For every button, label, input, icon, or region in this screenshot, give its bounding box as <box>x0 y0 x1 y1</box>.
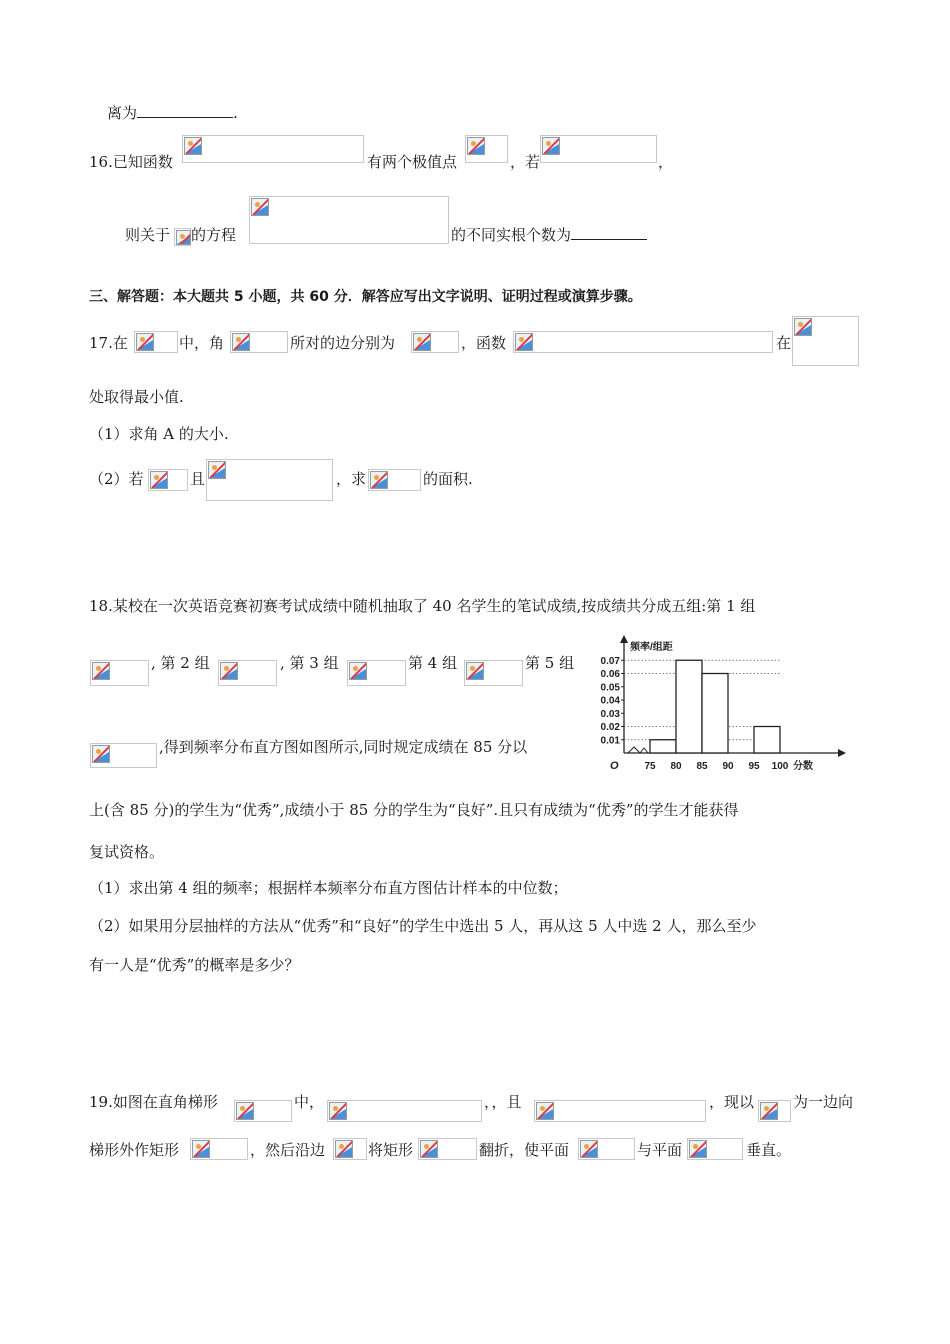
broken-image-icon <box>184 137 202 155</box>
q19-l2-a: 梯形外作矩形 <box>89 1141 180 1159</box>
broken-image-icon <box>467 137 485 155</box>
broken-image-icon <box>208 461 226 479</box>
broken-image-icon <box>689 1140 707 1158</box>
q17-p3: 所对的边分别为 <box>290 334 396 352</box>
broken-image-icon <box>536 1102 554 1120</box>
q18-g3: , 第 3 组 <box>280 654 339 672</box>
formula-image <box>347 660 406 686</box>
formula-image <box>230 331 288 353</box>
q16-line2-mid: 的方程 <box>191 226 237 244</box>
broken-image-icon <box>466 662 484 680</box>
q19-l2-d: 翻折，使平面 <box>479 1141 570 1159</box>
q18-g5: 第 5 组 <box>525 654 575 672</box>
formula-image <box>190 1138 248 1160</box>
q19-l2-f: 垂直。 <box>746 1141 792 1159</box>
q17-p1: 17.在 <box>89 334 128 352</box>
formula-image <box>234 1100 292 1122</box>
q18-line3: ,得到频率分布直方图如图所示,同时规定成绩在 85 分以 <box>159 738 528 756</box>
formula-image <box>464 660 523 686</box>
formula-image <box>182 135 364 163</box>
broken-image-icon <box>92 745 110 763</box>
formula-image <box>578 1138 635 1160</box>
broken-image-icon <box>176 230 191 245</box>
axis-break <box>628 747 648 753</box>
y-tick-label: 0.03 <box>600 708 620 720</box>
frequency-histogram <box>590 635 850 775</box>
x-tick-label: 75 <box>644 761 656 772</box>
q17-sub2-c: ，求 <box>336 470 367 488</box>
x-tick-label: 80 <box>670 761 682 772</box>
histogram-bar <box>754 727 780 754</box>
q19-p5: 为一边向 <box>793 1093 854 1111</box>
broken-image-icon <box>329 1102 347 1120</box>
broken-image-icon <box>542 137 560 155</box>
formula-image <box>465 135 508 163</box>
q19-l2-b: ，然后沿边 <box>250 1141 326 1159</box>
q18-sub2-cont: 有一人是“优秀”的概率是多少？ <box>89 956 300 974</box>
broken-image-icon <box>220 662 238 680</box>
q16-end: ， <box>658 153 674 171</box>
broken-image-icon <box>251 198 269 216</box>
histogram-bar <box>676 660 702 753</box>
q17-p5: 在 <box>776 334 792 352</box>
q16-mid1: 有两个极值点 <box>367 153 458 171</box>
broken-image-icon <box>420 1140 438 1158</box>
broken-image-icon <box>413 333 431 351</box>
broken-image-icon <box>349 662 367 680</box>
q19-p3: ，，且 <box>484 1093 522 1111</box>
x-tick-label: 85 <box>696 761 708 772</box>
broken-image-icon <box>794 318 812 336</box>
x-tick-label: 95 <box>748 761 760 772</box>
formula-image <box>411 331 459 353</box>
broken-image-icon <box>760 1102 778 1120</box>
y-axis-arrow <box>620 635 628 643</box>
y-tick-label: 0.05 <box>600 682 620 694</box>
y-tick-label: 0.04 <box>600 695 620 707</box>
formula-image <box>534 1100 706 1122</box>
q18-sub1: （1）求出第 4 组的频率；根据样本频率分布直方图估计样本的中位数； <box>89 879 568 897</box>
broken-image-icon <box>92 662 110 680</box>
formula-image <box>134 331 178 353</box>
formula-image <box>540 135 657 163</box>
q19-l2-e: 与平面 <box>637 1141 683 1159</box>
y-tick-label: 0.06 <box>600 669 620 680</box>
q17-sub2-d: 的面积. <box>423 470 473 488</box>
histogram-bar <box>702 674 728 754</box>
y-tick-label: 0.07 <box>600 655 620 667</box>
q18-g4: 第 4 组 <box>408 654 458 672</box>
broken-image-icon <box>580 1140 598 1158</box>
q16-line2-prefix: 则关于 <box>125 226 171 244</box>
q18-line4: 上(含 85 分)的学生为“优秀”,成绩小于 85 分的学生为“良好”.且只有成绩为“优秀”的学生才能获得 <box>89 801 739 819</box>
y-tick-label: 0.02 <box>600 722 620 733</box>
broken-image-icon <box>136 333 154 351</box>
formula-image <box>368 469 421 491</box>
q15-tail: 离为 . <box>107 104 238 122</box>
q16-mid2: ，若 <box>510 153 541 171</box>
formula-image <box>758 1100 791 1122</box>
formula-image <box>513 331 773 353</box>
formula-image <box>249 196 449 244</box>
q19-p1: 19.如图在直角梯形 <box>89 1093 218 1111</box>
x-tick-label: 100 <box>771 761 789 772</box>
histogram-bar <box>650 740 676 753</box>
q17-p4: ，函数 <box>461 334 507 352</box>
formula-image <box>687 1138 743 1160</box>
q17-sub1: （1）求角 A 的大小. <box>89 425 229 443</box>
origin-label: O <box>610 760 619 772</box>
q17-line2: 处取得最小值. <box>89 388 184 406</box>
broken-image-icon <box>236 1102 254 1120</box>
x-tick-label: 90 <box>722 761 734 772</box>
formula-image <box>148 469 188 491</box>
x-axis-label: 分数 <box>793 761 813 772</box>
formula-image <box>218 660 277 686</box>
broken-image-icon <box>150 471 168 489</box>
formula-image <box>333 1138 367 1160</box>
q18-line5: 复试资格。 <box>89 843 165 861</box>
q19-p4: ，现以 <box>709 1093 755 1111</box>
q17-p2: 中，角 <box>179 334 225 352</box>
formula-image <box>174 228 191 246</box>
q16-prefix: 16.已知函数 <box>89 153 173 171</box>
broken-image-icon <box>515 333 533 351</box>
broken-image-icon <box>232 333 250 351</box>
q17-sub2-a: （2）若 <box>89 470 144 488</box>
y-axis-label: 频率/组距 <box>630 642 673 653</box>
q19-p2: 中， <box>294 1093 325 1111</box>
q17-sub2-b: 且 <box>190 470 206 488</box>
broken-image-icon <box>370 471 388 489</box>
formula-image <box>90 743 157 768</box>
section-heading: 三、解答题：本大题共 5 小题，共 60 分．解答应写出文字说明、证明过程或演算步骤。 <box>89 289 642 305</box>
q19-l2-c: 将矩形 <box>368 1141 414 1159</box>
q18-line1: 18.某校在一次英语竞赛初赛考试成绩中随机抽取了 40 名学生的笔试成绩,按成绩共分成五组:第 1 组 <box>89 597 756 615</box>
formula-image <box>327 1100 482 1122</box>
q18-sub2: （2）如果用分层抽样的方法从“优秀”和“良好”的学生中选出 5 人，再从这 5 人中选 2 人，那么至少 <box>89 917 757 935</box>
x-axis-arrow <box>838 749 846 757</box>
q18-g2: , 第 2 组 <box>151 654 210 672</box>
formula-image <box>418 1138 477 1160</box>
formula-image <box>792 316 859 366</box>
y-tick-label: 0.01 <box>600 735 620 747</box>
q16-line2-tail: 的不同实根个数为 <box>451 225 647 245</box>
broken-image-icon <box>335 1140 353 1158</box>
formula-image <box>90 660 149 686</box>
formula-image <box>206 459 333 501</box>
broken-image-icon <box>192 1140 210 1158</box>
